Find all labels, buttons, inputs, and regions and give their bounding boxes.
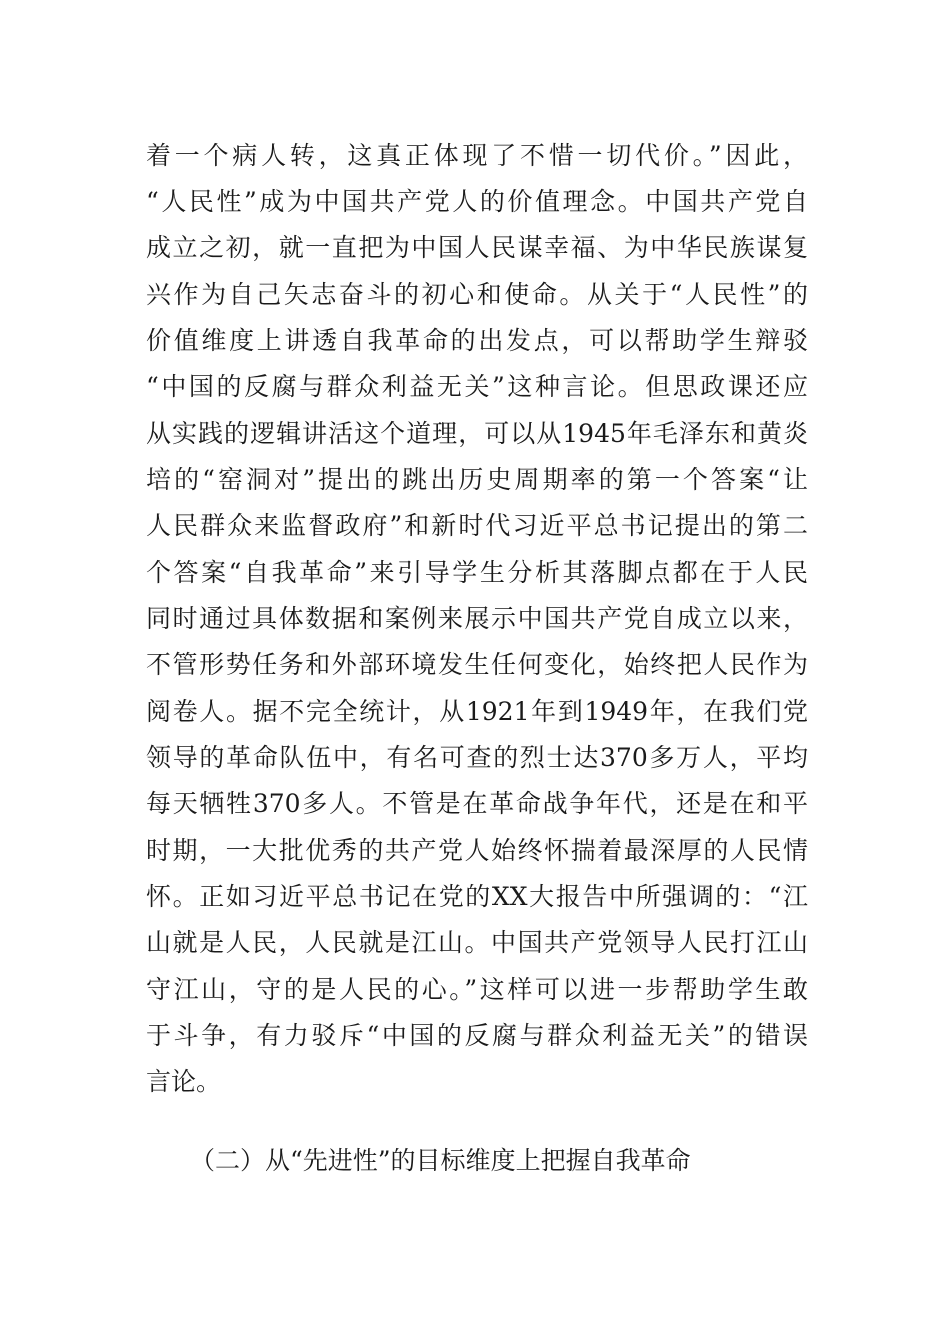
body-line-10: 个答案“自我革命”来引导学生分析其落脚点都在于人民 (146, 558, 808, 587)
body-line-4: 兴作为自己矢志奋斗的初心和使命。从关于“人民性”的 (146, 280, 808, 309)
body-line-20: 于斗争，有力驳斥“中国的反腐与群众利益无关”的错误 (146, 1021, 808, 1050)
body-line-9: 人民群众来监督政府”和新时代习近平总书记提出的第二 (146, 511, 808, 540)
body-line-16: 时期，一大批优秀的共产党人始终怀揣着最深厚的人民情 (146, 836, 808, 865)
body-line-18: 山就是人民，人民就是江山。中国共产党领导人民打江山 (146, 928, 808, 957)
section-heading: （二）从“先进性”的目标维度上把握自我革命 (190, 1146, 691, 1175)
body-line-13: 阅卷人。据不完全统计，从1921年到1949年，在我们党 (146, 697, 808, 726)
body-line-21: 言论。 (146, 1067, 222, 1096)
body-line-15: 每天牺牲370多人。不管是在革命战争年代，还是在和平 (146, 789, 808, 818)
body-line-1: 着一个病人转，这真正体现了不惜一切代价。”因此， (146, 141, 808, 170)
body-line-8: 培的“窑洞对”提出的跳出历史周期率的第一个答案“让 (146, 465, 808, 494)
body-line-11: 同时通过具体数据和案例来展示中国共产党自成立以来， (146, 604, 808, 633)
body-line-14: 领导的革命队伍中，有名可查的烈士达370多万人，平均 (146, 743, 808, 772)
body-line-3: 成立之初，就一直把为中国人民谋幸福、为中华民族谋复 (146, 233, 808, 262)
body-line-17: 怀。正如习近平总书记在党的XX大报告中所强调的：“江 (146, 882, 808, 911)
body-line-6: “中国的反腐与群众利益无关”这种言论。但思政课还应 (146, 372, 808, 401)
body-line-2: “人民性”成为中国共产党人的价值理念。中国共产党自 (146, 187, 808, 216)
body-line-19: 守江山，守的是人民的心。”这样可以进一步帮助学生敢 (146, 975, 808, 1004)
body-line-5: 价值维度上讲透自我革命的出发点，可以帮助学生辩驳 (146, 326, 808, 355)
body-line-12: 不管形势任务和外部环境发生任何变化，始终把人民作为 (146, 650, 808, 679)
body-line-7: 从实践的逻辑讲活这个道理，可以从1945年毛泽东和黄炎 (146, 419, 808, 448)
